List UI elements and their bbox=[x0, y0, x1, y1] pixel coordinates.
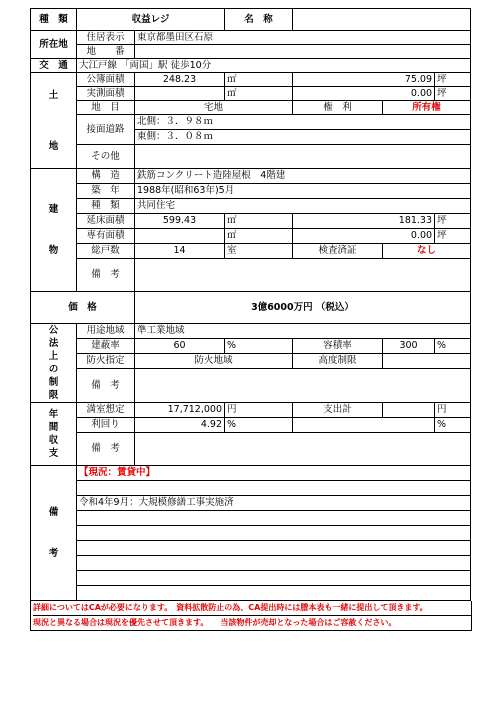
units-unit: 室 bbox=[225, 244, 293, 259]
tsubo-unit: 坪 bbox=[435, 229, 471, 244]
floor-area-label: 延床面積 bbox=[77, 214, 135, 229]
measured-area-sqm bbox=[135, 87, 225, 101]
zoning-value: 準工業地域 bbox=[135, 324, 471, 339]
sqm-unit: ㎡ bbox=[225, 214, 293, 229]
legal-section-label: 公 法 上 の 制 限 bbox=[31, 324, 77, 403]
building-remarks-label: 備 考 bbox=[77, 259, 135, 292]
inspection-value: なし bbox=[383, 244, 471, 259]
tsubo-unit: 坪 bbox=[435, 87, 471, 101]
transport-station: 「両国」駅 bbox=[120, 59, 168, 71]
type-label: 種 類 bbox=[31, 9, 77, 31]
kind-value: 共同住宅 bbox=[135, 199, 471, 214]
built-value: 1988年(昭和63年)5月 bbox=[135, 184, 471, 199]
notes-line-1: 【現況：賃貸中】 bbox=[77, 466, 471, 481]
far-label: 容積率 bbox=[293, 339, 383, 354]
income-remarks-value bbox=[135, 433, 471, 444]
category-value: 宅地 bbox=[135, 101, 293, 115]
lot-value bbox=[135, 45, 471, 59]
structure-label: 構 造 bbox=[77, 169, 135, 184]
notes-line-2 bbox=[77, 481, 471, 496]
tsubo-unit: 坪 bbox=[435, 73, 471, 87]
disclaimer-line-1: 詳細についてはCAが必要になります。 資料拡散防止の為、CA提出時には謄本表も一緒に提出して頂きます。 bbox=[33, 603, 428, 612]
address-value: 東京都墨田区石原 bbox=[135, 31, 471, 45]
disclaimer-line-2: 現況と異なる場合は現況を優先させて頂きます。 当該物件が売却となった場合はご容赦ください。 bbox=[33, 615, 471, 630]
structure-value: 鉄筋コンクリート造陸屋根 4階建 bbox=[135, 169, 471, 184]
sqm-unit: ㎡ bbox=[225, 87, 293, 101]
registered-area-tsubo: 75.09 bbox=[293, 73, 435, 87]
address-label: 住居表示 bbox=[77, 31, 135, 45]
legal-remarks-label: 備 考 bbox=[77, 369, 135, 403]
sqm-unit: ㎡ bbox=[225, 229, 293, 244]
notes-section-label: 備 考 bbox=[31, 466, 77, 601]
far-unit: % bbox=[435, 339, 471, 354]
expense-label: 支出計 bbox=[293, 403, 383, 418]
coverage-label: 建蔽率 bbox=[77, 339, 135, 354]
yield-unit: % bbox=[225, 418, 293, 433]
coverage-unit: % bbox=[225, 339, 293, 354]
disclaimer bbox=[30, 601, 472, 631]
units-value: 14 bbox=[135, 244, 225, 259]
legal-remarks-value bbox=[135, 369, 471, 381]
extra-unit: % bbox=[435, 418, 471, 433]
other-label: その他 bbox=[77, 145, 135, 169]
sqm-unit: ㎡ bbox=[225, 73, 293, 87]
rights-value: 所有権 bbox=[383, 101, 471, 115]
transport-label: 交 通 bbox=[31, 59, 77, 73]
road-label: 接面道路 bbox=[77, 115, 135, 145]
price-label: 価 格 bbox=[31, 292, 135, 324]
private-area-label: 専有面積 bbox=[77, 229, 135, 244]
notes-line-8 bbox=[77, 571, 471, 586]
price-value: 3億6000万円 （税込） bbox=[135, 292, 471, 324]
registered-area-sqm: 248.23 bbox=[135, 73, 225, 87]
income-remarks-label: 備 考 bbox=[77, 433, 135, 466]
full-occupancy-unit: 円 bbox=[225, 403, 293, 418]
type-value: 収益レジ bbox=[77, 9, 225, 31]
road-east: 東側：３．０８ｍ bbox=[135, 130, 471, 145]
location-label: 所在地 bbox=[31, 31, 77, 59]
fire-value: 防火地域 bbox=[135, 354, 293, 369]
zoning-label: 用途地域 bbox=[77, 324, 135, 339]
measured-area-tsubo: 0.00 bbox=[293, 87, 435, 101]
fire-label: 防火指定 bbox=[77, 354, 135, 369]
name-value bbox=[293, 9, 471, 31]
far-value: 300 bbox=[383, 339, 435, 354]
height-value bbox=[383, 354, 471, 369]
property-table bbox=[30, 8, 471, 601]
lot-label: 地 番 bbox=[77, 45, 135, 59]
measured-area-label: 実測面積 bbox=[77, 87, 135, 101]
notes-line-9 bbox=[77, 586, 471, 601]
tsubo-unit: 坪 bbox=[435, 214, 471, 229]
full-occupancy-label: 満室想定 bbox=[77, 403, 135, 418]
full-occupancy-value: 17,712,000 bbox=[135, 403, 225, 418]
notes-line-5 bbox=[77, 526, 471, 541]
notes-line-7 bbox=[77, 556, 471, 571]
notes-line-6 bbox=[77, 541, 471, 556]
units-label: 総戸数 bbox=[77, 244, 135, 259]
notes-line-3: 令和4年9月：大規模修繕工事実施済 bbox=[77, 496, 471, 511]
land-section-label: 土 地 bbox=[31, 73, 77, 169]
kind-label: 種 類 bbox=[77, 199, 135, 214]
category-label: 地 目 bbox=[77, 101, 135, 115]
expense-value bbox=[383, 403, 435, 418]
built-label: 築 年 bbox=[77, 184, 135, 199]
building-remarks-value bbox=[135, 259, 471, 270]
floor-area-sqm: 599.43 bbox=[135, 214, 225, 229]
registered-area-label: 公簿面積 bbox=[77, 73, 135, 87]
yield-label: 利回り bbox=[77, 418, 135, 433]
notes-line-4 bbox=[77, 511, 471, 526]
road-north: 北側：３．９８ｍ bbox=[135, 115, 471, 130]
coverage-value: 60 bbox=[135, 339, 225, 354]
building-section-label: 建 物 bbox=[31, 169, 77, 292]
transport-line: 大江戸線 bbox=[79, 59, 118, 71]
yield-value: 4.92 bbox=[135, 418, 225, 433]
name-label: 名 称 bbox=[225, 9, 293, 31]
private-area-tsubo: 0.00 bbox=[293, 229, 435, 244]
expense-unit: 円 bbox=[435, 403, 471, 418]
rights-label: 権 利 bbox=[293, 101, 383, 115]
inspection-label: 検査済証 bbox=[293, 244, 383, 259]
height-label: 高度制限 bbox=[293, 354, 383, 369]
other-value bbox=[135, 145, 471, 157]
income-section-label: 年 間 収 支 bbox=[31, 403, 77, 466]
transport-walk: 徒歩10分 bbox=[170, 59, 212, 71]
property-sheet bbox=[30, 8, 470, 678]
private-area-sqm bbox=[135, 229, 225, 244]
floor-area-tsubo: 181.33 bbox=[293, 214, 435, 229]
transport-value bbox=[77, 59, 471, 73]
